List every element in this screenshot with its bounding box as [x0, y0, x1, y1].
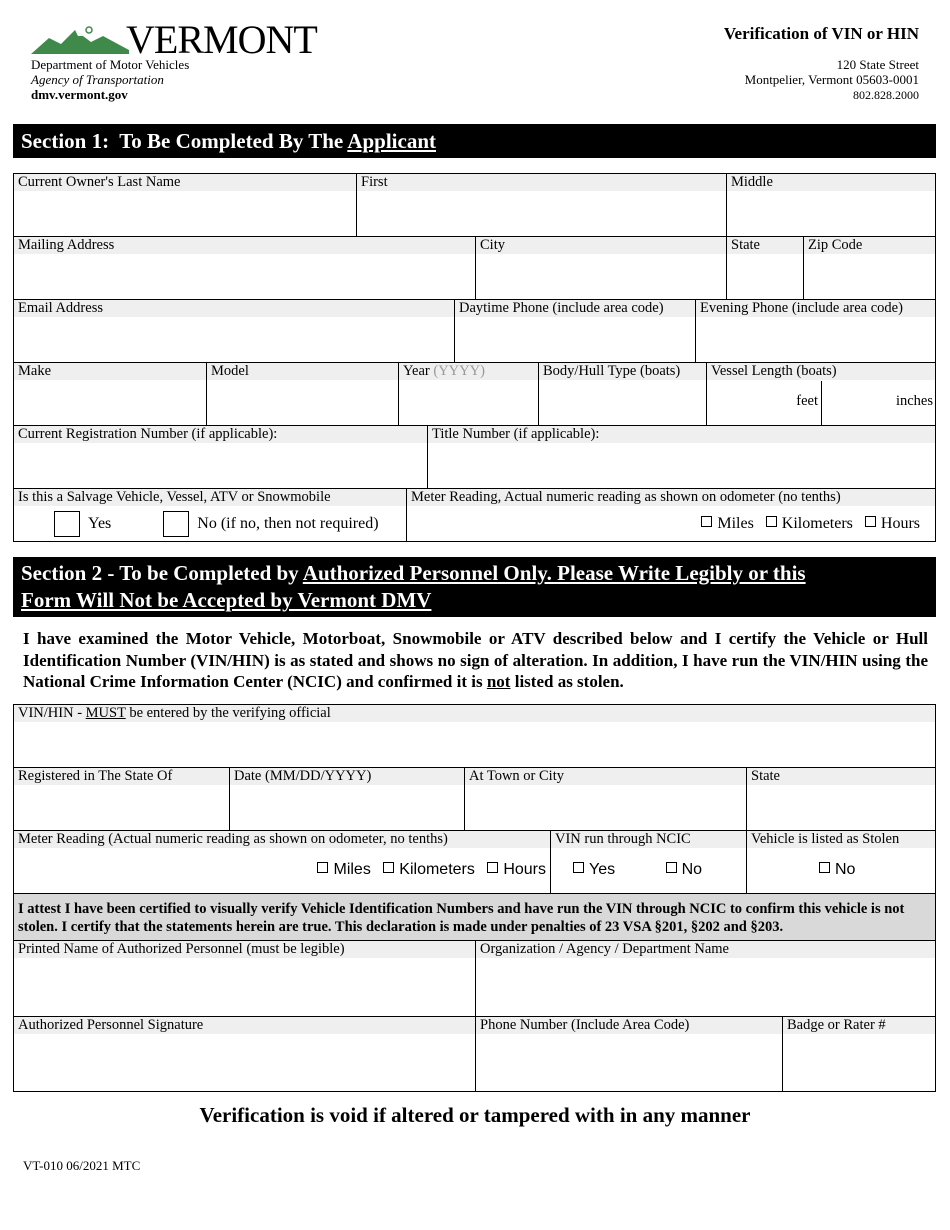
salvage-no-label: No (if no, then not required): [197, 514, 379, 532]
verify-kilometers-checkbox[interactable]: [383, 862, 394, 873]
dmv-phone: 802.828.2000: [853, 88, 919, 102]
last-name-field[interactable]: Current Owner's Last Name: [14, 174, 357, 237]
email-field[interactable]: Email Address: [14, 300, 455, 363]
signature-field[interactable]: Authorized Personnel Signature: [14, 1017, 476, 1091]
certification-statement: I have examined the Motor Vehicle, Motorboat, Snowmobile or ATV described below and I certify the Vehicle or Hull Identification Number (VIN/HIN) is as stated and shows no sign of alteration. In addition, I have run the VIN/HIN using the National Crime Information Center (NCIC) and confirmed it is not listed as stolen.: [23, 629, 928, 691]
hours-label: Hours: [880, 515, 920, 532]
website[interactable]: dmv.vermont.gov: [31, 87, 128, 102]
hours-checkbox[interactable]: [865, 516, 876, 527]
city-field[interactable]: City: [476, 237, 727, 300]
attestation-text: I attest I have been certified to visually verify Vehicle Identification Numbers and have run the VIN through NCIC to confirm this vehicle is not stolen. I certify that the statements herein are true. This declaration is made under penalties of 23 VSA §201, §202 and §203.: [14, 894, 935, 941]
verify-hours-checkbox[interactable]: [487, 862, 498, 873]
verify-meter-reading-field[interactable]: Meter Reading (Actual numeric reading as shown on odometer, no tenths) Miles Kilometers Hours: [14, 831, 551, 894]
vin-hin-field[interactable]: VIN/HIN - MUST be entered by the verifying official: [14, 705, 935, 768]
first-name-field[interactable]: First: [357, 174, 727, 237]
town-city-field[interactable]: At Town or City: [465, 768, 747, 831]
title-number-field[interactable]: Title Number (if applicable):: [428, 426, 935, 489]
ncic-no-label: No: [681, 861, 703, 878]
vermont-logo-text: VERMONT: [126, 17, 317, 62]
salvage-yes-label: Yes: [88, 514, 112, 532]
printed-name-field[interactable]: Printed Name of Authorized Personnel (must be legible): [14, 941, 476, 1017]
daytime-phone-field[interactable]: Daytime Phone (include area code): [455, 300, 696, 363]
section1-header: Section 1: To Be Completed By The Applicant: [13, 124, 936, 158]
dept-name: Department of Motor Vehicles: [31, 57, 190, 72]
personnel-phone-field[interactable]: Phone Number (Include Area Code): [476, 1017, 783, 1091]
form-code: VT-010 06/2021 MTC: [23, 1158, 141, 1173]
verify-hours-label: Hours: [503, 861, 546, 878]
section1-form: [13, 173, 936, 542]
verify-kilometers-label: Kilometers: [399, 861, 475, 878]
vessel-length-divider: [821, 381, 822, 425]
stolen-no-checkbox[interactable]: [819, 862, 830, 873]
make-field[interactable]: Make: [14, 363, 207, 426]
ncic-yes-checkbox[interactable]: [573, 862, 584, 873]
kilometers-label: Kilometers: [781, 515, 853, 532]
meter-reading-field[interactable]: Meter Reading, Actual numeric reading as shown on odometer (no tenths) Miles Kilometers Hours: [407, 489, 935, 541]
miles-checkbox[interactable]: [701, 516, 712, 527]
address-line1: 120 State Street: [836, 57, 919, 72]
middle-name-field[interactable]: Middle: [727, 174, 935, 237]
vessel-length-field[interactable]: Vessel Length (boats) feet inches: [707, 363, 935, 426]
date-field[interactable]: Date (MM/DD/YYYY): [230, 768, 465, 831]
state-field[interactable]: State: [727, 237, 804, 300]
inches-label: inches: [895, 393, 933, 409]
agency-name: Agency of Transportation: [31, 72, 164, 87]
section2-form: [13, 704, 936, 1092]
vermont-logo-mountains: [31, 24, 131, 56]
address-line2: Montpelier, Vermont 05603-0001: [744, 72, 919, 87]
registration-number-field[interactable]: Current Registration Number (if applicable):: [14, 426, 428, 489]
salvage-no-checkbox[interactable]: [163, 511, 189, 537]
salvage-question: Is this a Salvage Vehicle, Vessel, ATV or Snowmobile Yes No (if no, then not required): [14, 489, 407, 541]
stolen-field: Vehicle is listed as Stolen No: [747, 831, 935, 894]
mailing-address-field[interactable]: Mailing Address: [14, 237, 476, 300]
salvage-yes-checkbox[interactable]: [54, 511, 80, 537]
verify-miles-checkbox[interactable]: [317, 862, 328, 873]
feet-label: feet: [796, 393, 818, 409]
ncic-no-checkbox[interactable]: [666, 862, 677, 873]
stolen-no-label: No: [835, 861, 856, 878]
evening-phone-field[interactable]: Evening Phone (include area code): [696, 300, 935, 363]
section2-header: Section 2 - To be Completed by Authorized Personnel Only. Please Write Legibly or this Form Will Not be Accepted by Vermont DMV: [13, 557, 936, 617]
ncic-yes-label: Yes: [589, 861, 616, 878]
model-field[interactable]: Model: [207, 363, 399, 426]
kilometers-checkbox[interactable]: [766, 516, 777, 527]
verify-state-field[interactable]: State: [747, 768, 935, 831]
registered-state-field[interactable]: Registered in The State Of: [14, 768, 230, 831]
year-field[interactable]: Year (YYYY): [399, 363, 539, 426]
organization-field[interactable]: Organization / Agency / Department Name: [476, 941, 935, 1017]
miles-label: Miles: [717, 515, 754, 532]
verify-miles-label: Miles: [333, 861, 371, 878]
body-hull-type-field[interactable]: Body/Hull Type (boats): [539, 363, 707, 426]
badge-field[interactable]: Badge or Rater #: [783, 1017, 935, 1091]
void-notice: Verification is void if altered or tampered with in any manner: [199, 1103, 751, 1127]
ncic-field: VIN run through NCIC Yes No: [551, 831, 747, 894]
zip-code-field[interactable]: Zip Code: [804, 237, 935, 300]
form-title: Verification of VIN or HIN: [723, 24, 919, 43]
